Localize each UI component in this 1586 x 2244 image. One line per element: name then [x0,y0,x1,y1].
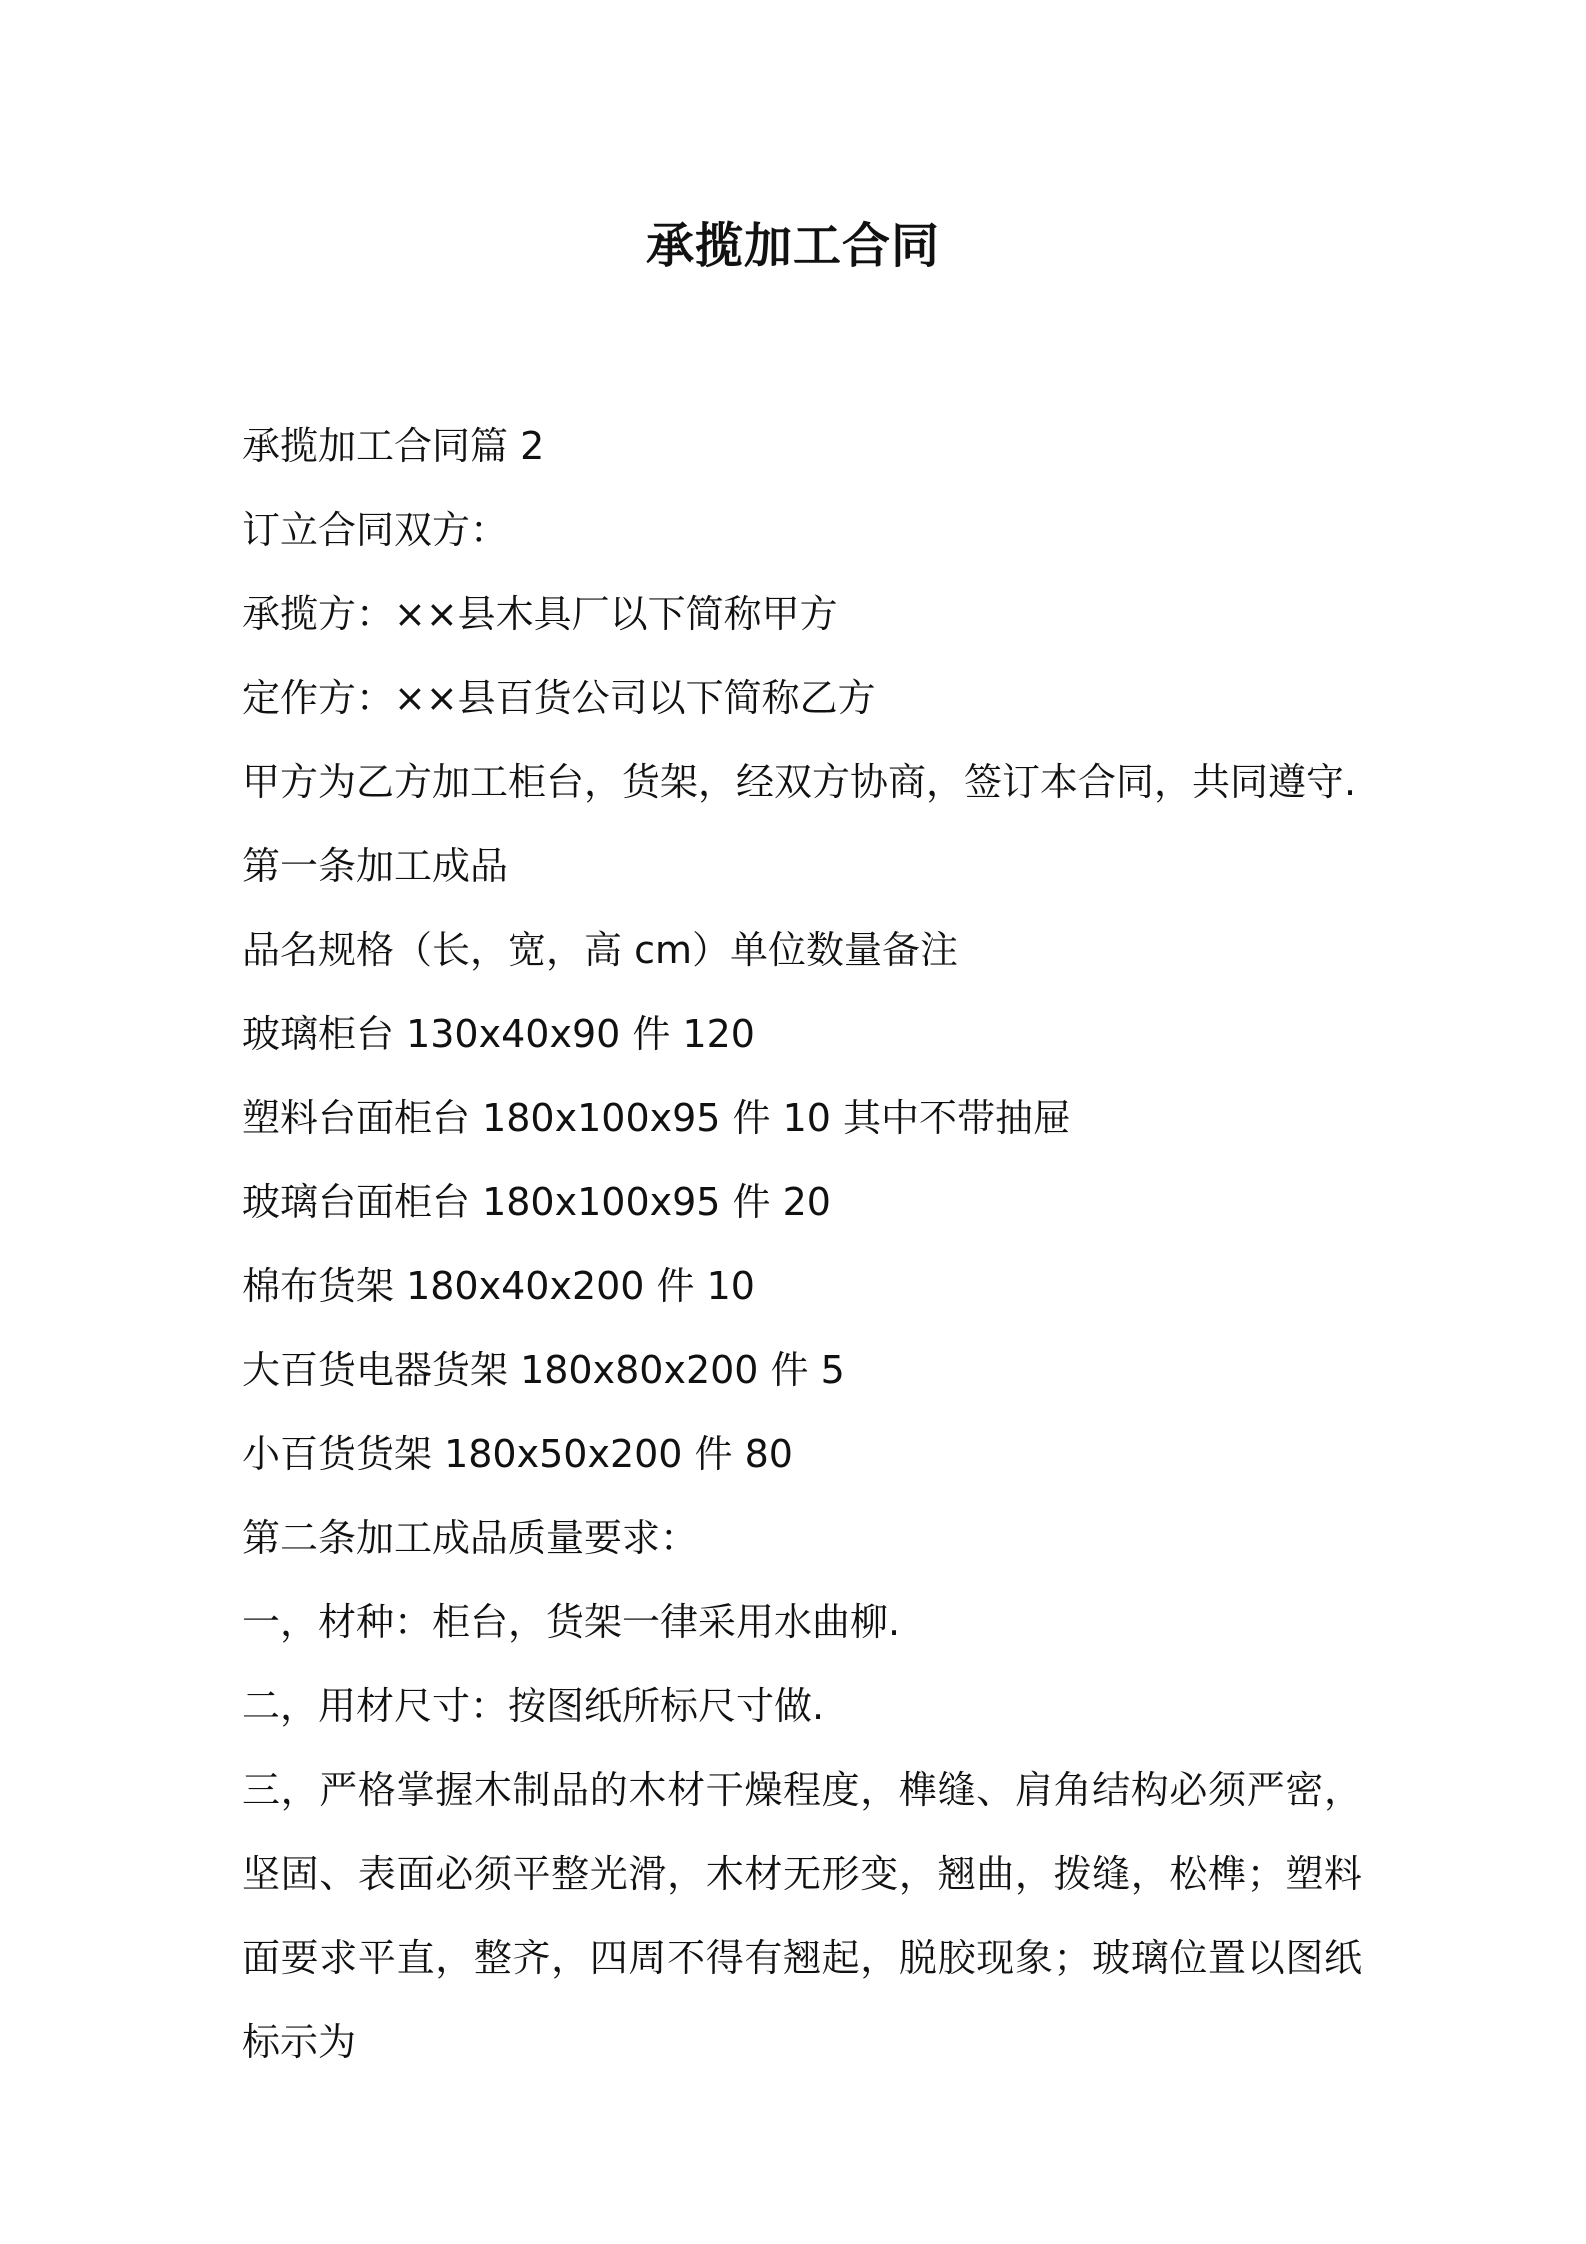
contract-parties-label: 订立合同双方： [242,508,509,552]
product-item: 塑料台面柜台 180x100x95 件 10 其中不带抽屉 [242,1096,1072,1140]
agreement-line: 甲方为乙方加工柜台，货架，经双方协商，签订本合同，共同遵守. [242,760,1357,804]
product-item: 玻璃台面柜台 180x100x95 件 20 [242,1180,831,1224]
product-item: 棉布货架 180x40x200 件 10 [242,1264,755,1308]
document-title: 承揽加工合同 [645,218,940,274]
contractor-line: 承揽方：××县木具厂以下简称甲方 [242,592,838,636]
client-line: 定作方：××县百货公司以下简称乙方 [242,676,876,720]
product-item: 小百货货架 180x50x200 件 80 [242,1432,793,1476]
article-2-heading: 第二条加工成品质量要求： [242,1516,699,1560]
document-body [242,404,1362,2084]
product-item: 大百货电器货架 180x80x200 件 5 [242,1348,845,1392]
product-table-header: 品名规格（长，宽，高 cm）单位数量备注 [242,928,958,972]
article-1-heading: 第一条加工成品 [242,844,509,888]
section-heading: 承揽加工合同篇 2 [242,424,545,468]
requirement-material: 一，材种：柜台，货架一律采用水曲柳. [242,1600,901,1644]
requirement-quality-paragraph: 三，严格掌握木制品的木材干燥程度，榫缝、肩角结构必须严密，坚固、表面必须平整光滑，木材无形变，翘曲，拨缝，松榫；塑料面要求平直，整齐，四周不得有翘起，脱胶现象；玻璃位置以图纸标示为 [242,1768,1362,2064]
product-item: 玻璃柜台 130x40x90 件 120 [242,1012,755,1056]
requirement-dimensions: 二，用材尺寸：按图纸所标尺寸做. [242,1684,825,1728]
